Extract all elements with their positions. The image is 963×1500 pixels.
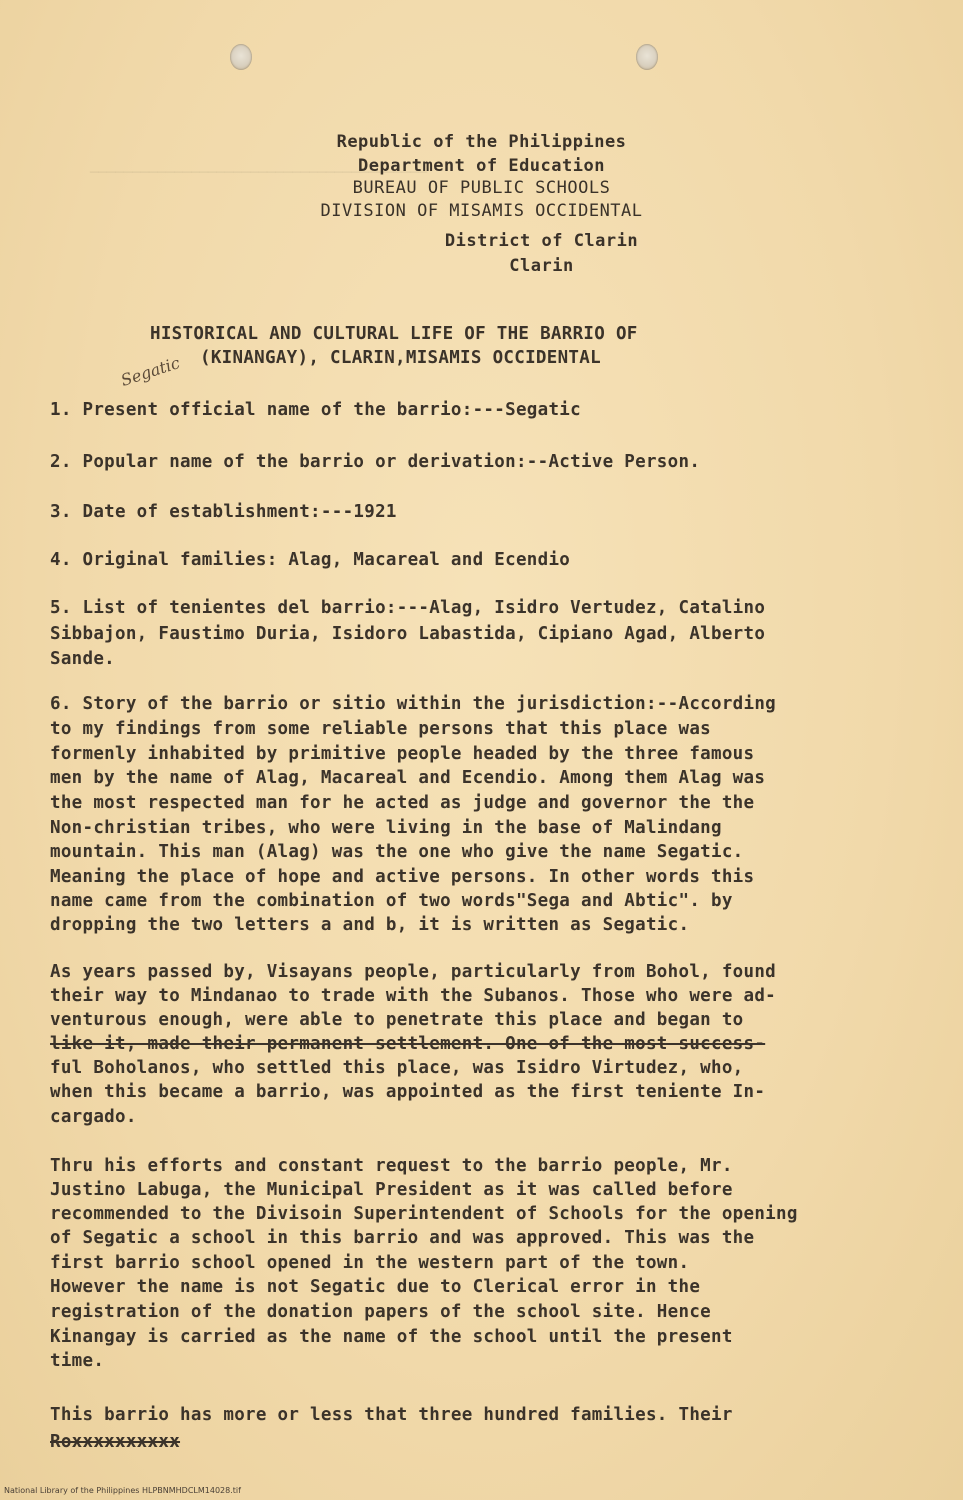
- story-line-6: Non-christian tribes, who were living in the base of Malindang: [50, 818, 722, 838]
- para3-line-5: first barrio school opened in the western part of the town.: [50, 1253, 690, 1273]
- story-line-1: 6. Story of the barrio or sitio within the jurisdiction:--According: [50, 694, 777, 714]
- story-line-7: mountain. This man (Alag) was the one who give the name Segatic.: [50, 842, 744, 862]
- header-line-2: Department of Education: [358, 156, 605, 176]
- item-5-line-2: Sibbajon, Faustimo Duria, Isidoro Labastida, Cipiano Agad, Alberto: [50, 624, 766, 644]
- para2-line-1: As years passed by, Visayans people, particularly from Bohol, found: [50, 962, 777, 982]
- para3-line-6: However the name is not Segatic due to Clerical error in the: [50, 1277, 701, 1297]
- punch-hole-right: [636, 44, 658, 70]
- para2-line-5: ful Boholanos, who settled this place, was Isidro Virtudez, who,: [50, 1058, 744, 1078]
- bleed-through-text: ────────────────────────────────────────: [90, 165, 428, 181]
- para3-line-4: of Segatic a school in this barrio and was approved. This was the: [50, 1228, 755, 1248]
- para4-line-2: Roxxxxxxxxxx: [50, 1432, 181, 1452]
- story-line-8: Meaning the place of hope and active persons. In other words this: [50, 867, 755, 887]
- item-2: 2. Popular name of the barrio or derivation:--Active Person.: [50, 452, 701, 472]
- story-line-2: to my findings from some reliable persons that this place was: [50, 719, 711, 739]
- header-line-5: District of Clarin: [444, 231, 639, 251]
- handwritten-annotation: Segatic: [118, 353, 183, 390]
- story-line-5: the most respected man for he acted as judge and governor the the: [50, 793, 755, 813]
- header-line-1: Republic of the Philippines: [336, 132, 627, 152]
- story-line-4: men by the name of Alag, Macareal and Ecendio. Among them Alag was: [50, 768, 766, 788]
- header-line-4: DIVISION OF MISAMIS OCCIDENTAL: [320, 201, 643, 221]
- header-line-3: BUREAU OF PUBLIC SCHOOLS: [352, 178, 611, 198]
- item-5-line-1: 5. List of tenientes del barrio:---Alag, Isidro Vertudez, Catalino: [50, 598, 766, 618]
- para3-line-8: Kinangay is carried as the name of the school until the present: [50, 1327, 733, 1347]
- para2-line-4: like it, made their permanent settlement. One of the most success-: [50, 1034, 766, 1054]
- para3-line-3: recommended to the Divisoin Superintendent of Schools for the opening: [50, 1204, 798, 1224]
- story-line-9: name came from the combination of two words"Sega and Abtic". by: [50, 891, 733, 911]
- item-3: 3. Date of establishment:---1921: [50, 502, 397, 522]
- para2-line-7: cargado.: [50, 1107, 137, 1127]
- item-1: 1. Present official name of the barrio:---Segatic: [50, 400, 581, 420]
- para2-line-6: when this became a barrio, was appointed as the first teniente In-: [50, 1082, 766, 1102]
- story-line-10: dropping the two letters a and b, it is written as Segatic.: [50, 915, 690, 935]
- title-line-1: HISTORICAL AND CULTURAL LIFE OF THE BARRIO OF: [150, 324, 638, 344]
- item-4: 4. Original families: Alag, Macareal and Ecendio: [50, 550, 571, 570]
- para2-line-2: their way to Mindanao to trade with the Subanos. Those who were ad-: [50, 986, 777, 1006]
- para3-line-1: Thru his efforts and constant request to the barrio people, Mr.: [50, 1156, 733, 1176]
- title-line-2: (KINANGAY), CLARIN,MISAMIS OCCIDENTAL: [200, 348, 601, 368]
- para2-line-3: venturous enough, were able to penetrate this place and began to: [50, 1010, 744, 1030]
- story-line-3: formenly inhabited by primitive people headed by the three famous: [50, 744, 755, 764]
- item-5-line-3: Sande.: [50, 649, 116, 669]
- para4-line-1: This barrio has more or less that three hundred families. Their: [50, 1405, 733, 1425]
- para3-line-9: time.: [50, 1351, 105, 1371]
- para3-line-7: registration of the donation papers of the school site. Hence: [50, 1302, 711, 1322]
- header-line-6: Clarin: [509, 256, 574, 276]
- punch-hole-left: [230, 44, 252, 70]
- scan-footer: National Library of the Philippines HLPBNMHDCLM14028.tif: [4, 1486, 241, 1495]
- para3-line-2: Justino Labuga, the Municipal President as it was called before: [50, 1180, 733, 1200]
